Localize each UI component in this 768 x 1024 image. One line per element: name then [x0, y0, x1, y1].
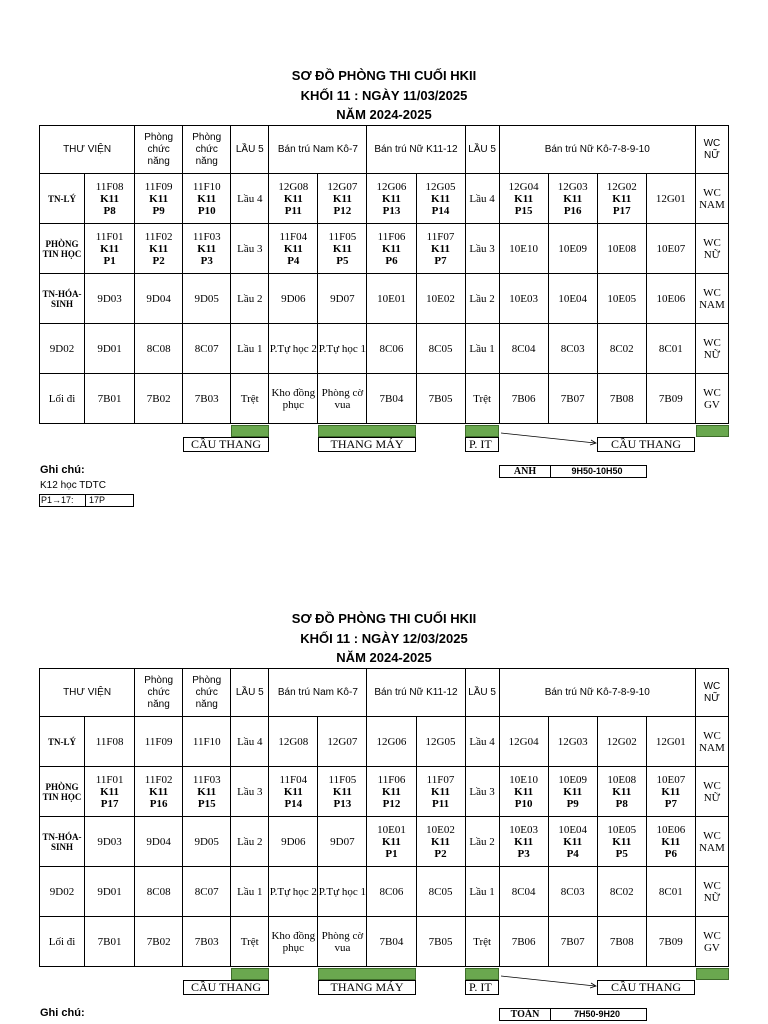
row-label: PHÒNG TIN HỌC — [40, 767, 85, 817]
room-cell: 7B05 — [416, 917, 465, 967]
room-cell: 9D06 — [269, 274, 318, 324]
room-cell: WC NỮ — [695, 224, 728, 274]
header-cell: LẦU 5 — [231, 126, 269, 174]
room-cell: 12G01 — [646, 174, 695, 224]
room-cell: 7B01 — [85, 917, 135, 967]
header-cell: Phòng chức năng — [183, 126, 231, 174]
room-cell: 9D04 — [135, 817, 183, 867]
stairs-left-marker — [231, 968, 269, 980]
room-cell: 11F04 K11 P14 — [269, 767, 318, 817]
exam-map-sheet-2 — [0, 543, 768, 1020]
room-cell: 8C06 — [367, 867, 416, 917]
room-cell: 11F07 K11 P7 — [416, 224, 465, 274]
floor-row — [40, 324, 729, 374]
room-cell: 8C05 — [416, 324, 465, 374]
room-cell: 10E06 — [646, 274, 695, 324]
room-cell: 7B04 — [367, 917, 416, 967]
header-cell: Bán trú Nữ K11-12 — [367, 126, 465, 174]
header-cell: Bán trú Nam Kô-7 — [269, 126, 367, 174]
room-cell: 12G04 K11 P15 — [499, 174, 548, 224]
row-label: TN-LÝ — [40, 174, 85, 224]
room-cell: 8C01 — [646, 867, 695, 917]
room-cell: Lầu 4 — [231, 717, 269, 767]
room-grid — [39, 668, 729, 967]
room-cell: 10E09 K11 P9 — [548, 767, 597, 817]
room-cell: 11F06 K11 P6 — [367, 224, 416, 274]
stairs-right-marker — [696, 968, 729, 980]
room-cell: 8C02 — [597, 867, 646, 917]
room-cell: 9D01 — [85, 867, 135, 917]
room-cell: 8C04 — [499, 867, 548, 917]
floor-row — [40, 817, 729, 867]
room-cell: 12G07 K11 P12 — [318, 174, 367, 224]
p-it: P. IT — [465, 980, 499, 995]
room-cell: Lầu 4 — [465, 174, 499, 224]
room-cell: WC GV — [695, 374, 728, 424]
room-cell: 7B02 — [135, 917, 183, 967]
subject-box: TOÁN 7H50-9H20 — [499, 1008, 647, 1021]
subject-box: ANH 9H50-10H50 — [499, 465, 647, 478]
room-cell: 10E04 — [548, 274, 597, 324]
room-cell: 10E01 — [367, 274, 416, 324]
room-cell: WC NỮ — [695, 324, 728, 374]
room-cell: 9D01 — [85, 324, 135, 374]
room-cell: Lầu 4 — [465, 717, 499, 767]
p-it-marker — [465, 968, 499, 980]
room-grid — [39, 125, 729, 424]
elevator-marker — [318, 425, 416, 437]
room-cell: WC NAM — [695, 274, 728, 324]
room-cell: 9D07 — [318, 274, 367, 324]
room-cell: 11F04 K11 P4 — [269, 224, 318, 274]
room-cell: 7B02 — [135, 374, 183, 424]
header-cell: THƯ VIỆN — [40, 126, 135, 174]
title-line-1: SƠ ĐỒ PHÒNG THI CUỐI HKII — [291, 611, 477, 626]
header-cell: WC NỮ — [695, 669, 728, 717]
floor-row — [40, 174, 729, 224]
room-cell: 8C08 — [135, 867, 183, 917]
room-cell: 10E08 K11 P8 — [597, 767, 646, 817]
room-cell: 8C03 — [548, 324, 597, 374]
room-cell: 7B07 — [548, 917, 597, 967]
room-cell: P.Tự học 2 — [269, 867, 318, 917]
room-cell: 7B07 — [548, 374, 597, 424]
room-cell: 10E02 K11 P2 — [416, 817, 465, 867]
floor-row — [40, 767, 729, 817]
p-it: P. IT — [465, 437, 499, 452]
room-cell: WC GV — [695, 917, 728, 967]
room-cell: Lầu 3 — [231, 224, 269, 274]
floor-row — [40, 274, 729, 324]
room-cell: 7B06 — [499, 374, 548, 424]
room-cell: Lầu 1 — [465, 867, 499, 917]
room-cell: 10E05 — [597, 274, 646, 324]
room-cell: 11F08 K11 P8 — [85, 174, 135, 224]
exam-map-sheet-1 — [0, 0, 768, 505]
room-cell: 10E06 K11 P6 — [646, 817, 695, 867]
row-label: Lối đi — [40, 374, 85, 424]
room-cell: P.Tự học 1 — [318, 324, 367, 374]
room-cell: Trệt — [231, 374, 269, 424]
room-cell: 8C01 — [646, 324, 695, 374]
header-cell: THƯ VIỆN — [40, 669, 135, 717]
room-cell: Lầu 2 — [465, 274, 499, 324]
room-cell: 7B09 — [646, 374, 695, 424]
floor-row — [40, 917, 729, 967]
note-title: Ghi chú: — [40, 464, 85, 476]
header-cell: Phòng chức năng — [183, 669, 231, 717]
room-cell: 10E07 K11 P7 — [646, 767, 695, 817]
note-range: P1→17: 17P — [39, 494, 134, 507]
room-cell: 11F01 K11 P1 — [85, 224, 135, 274]
title-line-2: KHỐI 11 : NGÀY 11/03/2025 — [300, 88, 468, 103]
room-cell: 10E03 — [499, 274, 548, 324]
row-label: Lối đi — [40, 917, 85, 967]
room-cell: 9D07 — [318, 817, 367, 867]
room-cell: P.Tự học 1 — [318, 867, 367, 917]
room-cell: 7B03 — [183, 917, 231, 967]
room-cell: 11F09 K11 P9 — [135, 174, 183, 224]
room-cell: 11F03 K11 P3 — [183, 224, 231, 274]
room-cell: 10E05 K11 P5 — [597, 817, 646, 867]
header-cell: Bán trú Nam Kô-7 — [269, 669, 367, 717]
header-cell: Bán trú Nữ K11-12 — [367, 669, 465, 717]
title-line-1: SƠ ĐỒ PHÒNG THI CUỐI HKII — [291, 68, 477, 83]
room-cell: 10E01 K11 P1 — [367, 817, 416, 867]
room-cell: 12G06 K11 P13 — [367, 174, 416, 224]
row-label: TN-HÓA-SINH — [40, 274, 85, 324]
room-cell: Phòng cờ vua — [318, 917, 367, 967]
header-cell: LẦU 5 — [465, 126, 499, 174]
note-title: Ghi chú: — [40, 1007, 85, 1019]
room-cell: 11F02 K11 P2 — [135, 224, 183, 274]
room-cell: 10E03 K11 P3 — [499, 817, 548, 867]
floor-row — [40, 374, 729, 424]
room-cell: 11F08 — [85, 717, 135, 767]
room-cell: Lầu 1 — [231, 324, 269, 374]
room-cell: 8C04 — [499, 324, 548, 374]
room-cell: 12G08 — [269, 717, 318, 767]
room-cell: WC NAM — [695, 717, 728, 767]
room-cell: 9D06 — [269, 817, 318, 867]
title-line-3: NĂM 2024-2025 — [336, 107, 432, 122]
room-cell: 11F05 K11 P13 — [318, 767, 367, 817]
room-cell: 11F10 — [183, 717, 231, 767]
note-line: K12 học TDTC — [40, 480, 106, 491]
room-cell: 12G08 K11 P11 — [269, 174, 318, 224]
title-line-2: KHỐI 11 : NGÀY 12/03/2025 — [300, 631, 468, 646]
room-cell: 10E10 K11 P10 — [499, 767, 548, 817]
room-cell: 11F07 K11 P11 — [416, 767, 465, 817]
room-cell: 12G05 — [416, 717, 465, 767]
room-cell: 11F03 K11 P15 — [183, 767, 231, 817]
room-cell: 9D04 — [135, 274, 183, 324]
room-cell: 9D05 — [183, 274, 231, 324]
stairs-right: CẦU THANG — [597, 980, 695, 995]
room-cell: 12G03 — [548, 717, 597, 767]
stairs-left: CẦU THANG — [183, 980, 269, 995]
room-cell: WC NAM — [695, 817, 728, 867]
room-cell: 10E10 — [499, 224, 548, 274]
room-cell: P.Tự học 2 — [269, 324, 318, 374]
room-cell: 10E08 — [597, 224, 646, 274]
room-cell: Phòng cờ vua — [318, 374, 367, 424]
room-cell: 7B03 — [183, 374, 231, 424]
room-cell: Trệt — [231, 917, 269, 967]
floor-row — [40, 867, 729, 917]
room-cell: 8C05 — [416, 867, 465, 917]
room-cell: Kho đồng phục — [269, 917, 318, 967]
room-cell: 8C06 — [367, 324, 416, 374]
row-label: 9D02 — [40, 867, 85, 917]
room-cell: 10E04 K11 P4 — [548, 817, 597, 867]
p-it-marker — [465, 425, 499, 437]
room-cell: 7B04 — [367, 374, 416, 424]
room-cell: 12G05 K11 P14 — [416, 174, 465, 224]
header-cell: Bán trú Nữ Kô-7-8-9-10 — [499, 669, 695, 717]
room-cell: Kho đồng phục — [269, 374, 318, 424]
stairs-right-marker — [696, 425, 729, 437]
room-cell: 10E02 — [416, 274, 465, 324]
room-cell: 10E09 — [548, 224, 597, 274]
room-cell: 12G01 — [646, 717, 695, 767]
title-line-3: NĂM 2024-2025 — [336, 650, 432, 665]
room-cell: 9D03 — [85, 274, 135, 324]
room-cell: 7B09 — [646, 917, 695, 967]
elevator-marker — [318, 968, 416, 980]
header-cell: LẦU 5 — [465, 669, 499, 717]
header-cell: LẦU 5 — [231, 669, 269, 717]
room-cell: 12G02 — [597, 717, 646, 767]
header-cell: Bán trú Nữ Kô-7-8-9-10 — [499, 126, 695, 174]
room-cell: 11F02 K11 P16 — [135, 767, 183, 817]
room-cell: Trệt — [465, 917, 499, 967]
elevator: THANG MÁY — [318, 980, 416, 995]
room-cell: Lầu 3 — [231, 767, 269, 817]
room-cell: 9D05 — [183, 817, 231, 867]
room-cell: Lầu 1 — [465, 324, 499, 374]
room-cell: Lầu 2 — [231, 274, 269, 324]
room-cell: 7B05 — [416, 374, 465, 424]
room-cell: 8C02 — [597, 324, 646, 374]
floor-row — [40, 717, 729, 767]
header-cell: Phòng chức năng — [135, 126, 183, 174]
elevator: THANG MÁY — [318, 437, 416, 452]
room-cell: Lầu 2 — [231, 817, 269, 867]
arrow-to-stairs — [499, 974, 599, 990]
row-label: TN-HÓA-SINH — [40, 817, 85, 867]
header-cell: Phòng chức năng — [135, 669, 183, 717]
room-cell: 11F09 — [135, 717, 183, 767]
row-label: TN-LÝ — [40, 717, 85, 767]
stairs-right: CẦU THANG — [597, 437, 695, 452]
room-cell: 12G02 K11 P17 — [597, 174, 646, 224]
room-cell: 8C08 — [135, 324, 183, 374]
room-cell: WC NỮ — [695, 867, 728, 917]
room-cell: WC NAM — [695, 174, 728, 224]
room-cell: 9D03 — [85, 817, 135, 867]
room-cell: 8C07 — [183, 324, 231, 374]
room-cell: Lầu 2 — [465, 817, 499, 867]
room-cell: 11F05 K11 P5 — [318, 224, 367, 274]
room-cell: Lầu 4 — [231, 174, 269, 224]
stairs-left-marker — [231, 425, 269, 437]
room-cell: 7B01 — [85, 374, 135, 424]
room-cell: 7B06 — [499, 917, 548, 967]
room-cell: 7B08 — [597, 917, 646, 967]
stairs-left: CẦU THANG — [183, 437, 269, 452]
room-cell: 8C03 — [548, 867, 597, 917]
room-cell: Lầu 1 — [231, 867, 269, 917]
room-cell: 7B08 — [597, 374, 646, 424]
room-cell: 8C07 — [183, 867, 231, 917]
header-cell: WC NỮ — [695, 126, 728, 174]
row-label: PHÒNG TIN HỌC — [40, 224, 85, 274]
room-cell: Trệt — [465, 374, 499, 424]
arrow-to-stairs — [499, 431, 599, 447]
room-cell: 11F10 K11 P10 — [183, 174, 231, 224]
room-cell: 12G04 — [499, 717, 548, 767]
room-cell: 12G06 — [367, 717, 416, 767]
floor-row — [40, 224, 729, 274]
room-cell: 11F06 K11 P12 — [367, 767, 416, 817]
room-cell: Lầu 3 — [465, 224, 499, 274]
room-cell: 10E07 — [646, 224, 695, 274]
row-label: 9D02 — [40, 324, 85, 374]
room-cell: Lầu 3 — [465, 767, 499, 817]
room-cell: 12G07 — [318, 717, 367, 767]
room-cell: 11F01 K11 P17 — [85, 767, 135, 817]
room-cell: WC NỮ — [695, 767, 728, 817]
room-cell: 12G03 K11 P16 — [548, 174, 597, 224]
